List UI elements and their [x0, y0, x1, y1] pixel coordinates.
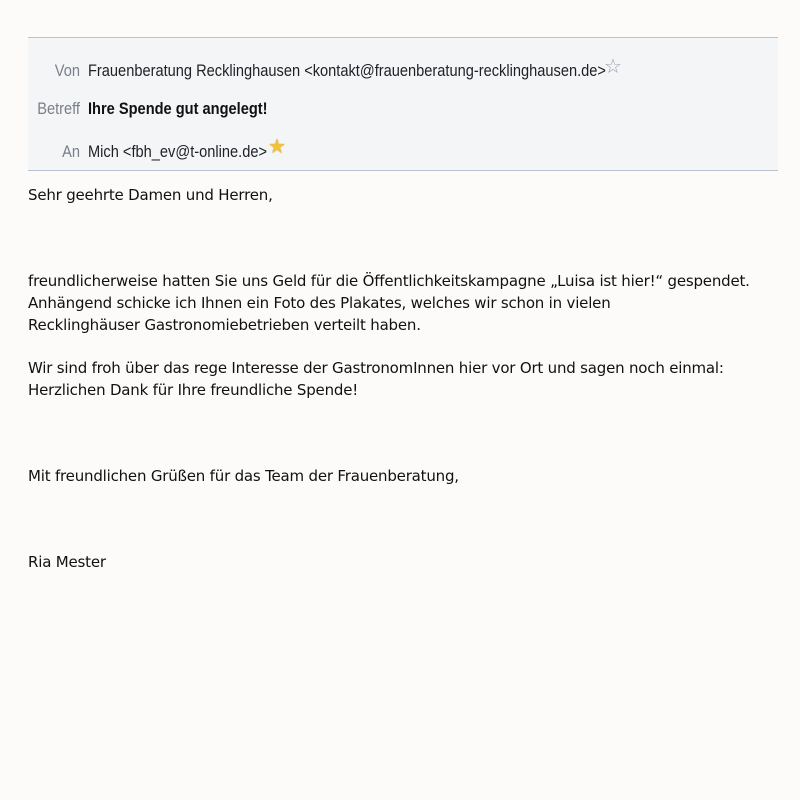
subject-value: Ihre Spende gut angelegt!: [88, 99, 268, 118]
subject-label: Betreff: [37, 99, 80, 118]
body-para1-line2: Anhängend schicke ich Ihnen ein Foto des Plakates, welches wir schon in vielen: [28, 294, 611, 312]
greeting-text: Sehr geehrte Damen und Herren,: [28, 186, 273, 204]
from-value[interactable]: Frauenberatung Recklinghausen <kontakt@frauenberatung-recklinghausen.de>: [88, 61, 606, 80]
body-para1-line1: freundlicherweise hatten Sie uns Geld für die Öffentlichkeitskampagne „Luisa ist hier!“ gespendet.: [28, 272, 750, 290]
to-label: An: [62, 142, 80, 161]
email-header: [28, 37, 778, 171]
subject-row: [28, 96, 297, 122]
to-row: [28, 136, 296, 165]
closing-text: Mit freundlichen Grüßen für das Team der Frauenberatung,: [28, 467, 459, 485]
to-value[interactable]: Mich <fbh_ev@t-online.de>: [88, 142, 268, 161]
body-para2-line2: Herzlichen Dank für Ihre freundliche Spende!: [28, 381, 359, 399]
from-label: Von: [54, 61, 80, 80]
star-filled-icon[interactable]: ★: [268, 136, 286, 158]
from-row: [28, 58, 690, 84]
body-para1-line3: Recklinghäuser Gastronomiebetrieben verteilt haben.: [28, 316, 421, 334]
signature-text: Ria Mester: [28, 553, 106, 571]
body-para2-line1: Wir sind froh über das rege Interesse der GastronomInnen hier vor Ort und sagen noch einmal:: [28, 359, 724, 377]
star-outline-icon[interactable]: ☆: [604, 56, 622, 78]
